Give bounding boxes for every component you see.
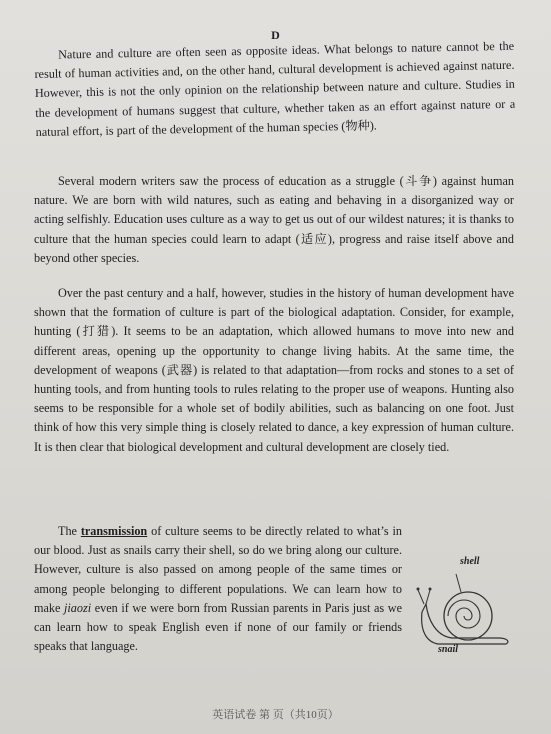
- paragraph-3: Over the past century and a half, however, studies in the history of human development have shown that the formation of culture is part of the biological adaptation. Consider, for example, hunting (打猎). It seems to be an adaptation, which allowed humans to move into new and different areas, opening up the opportunity to change living habits. At the same time, the development of weapons (武器) is related to that adaptation—from rocks and stones to a set of hunting tools, and from hunting tools to rules relating to the proper use of weapons. Hunting also seems to be responsible for a whole set of bodily abilities, such as balancing on one foot. Just think of how this very simple thing is closely related to dance, a key expression of human culture. It is then clear that biological development and cultural development are closely tied.: [34, 286, 514, 454]
- section-heading: D: [271, 28, 280, 42]
- paragraph-4: [34, 522, 402, 656]
- paragraph-2: Several modern writers saw the process of education as a struggle (斗争) against human nature. We are born with wild natures, such as eating and behaving in a disorganized way or acting selfishly. Education uses culture as a way to get us out of our wildest natures; it is thanks to culture that the human species could learn to adapt (适应), progress and raise itself above and beyond other species.: [34, 174, 514, 265]
- paragraph-1: Nature and culture are often seen as opposite ideas. What belongs to nature cannot be the result of human activities and, on the other hand, cultural development is achieved against nature. However, this is not the only opinion on the relationship between nature and culture. Studies in the development of humans suggest that culture, whether taken as an effort against nature or a natural effort, is part of the development of the human species (物种).: [34, 38, 516, 139]
- shell-label: shell: [460, 556, 480, 567]
- snail-illustration: [416, 550, 516, 660]
- paragraph-4-mid: of culture seems to be directly related to what’s in our blood. Just as snails carry their shell, so do we bring along our culture. However, culture is also passed on among people of the same times or among people belonging to different populations. We can learn how to make: [34, 524, 402, 615]
- paragraph-4-tail: even if we were born from Russian parents in Paris just as we can learn how to speak English even if none of our family or friends speaks that language.: [34, 600, 402, 654]
- paragraph-4-lead: The: [58, 524, 77, 538]
- snail-label: snail: [438, 644, 459, 655]
- underlined-keyword: transmission: [80, 524, 148, 538]
- page-footer: 英语试卷 第 页（共10页）: [212, 709, 339, 721]
- italic-term: jiaozi: [64, 600, 92, 615]
